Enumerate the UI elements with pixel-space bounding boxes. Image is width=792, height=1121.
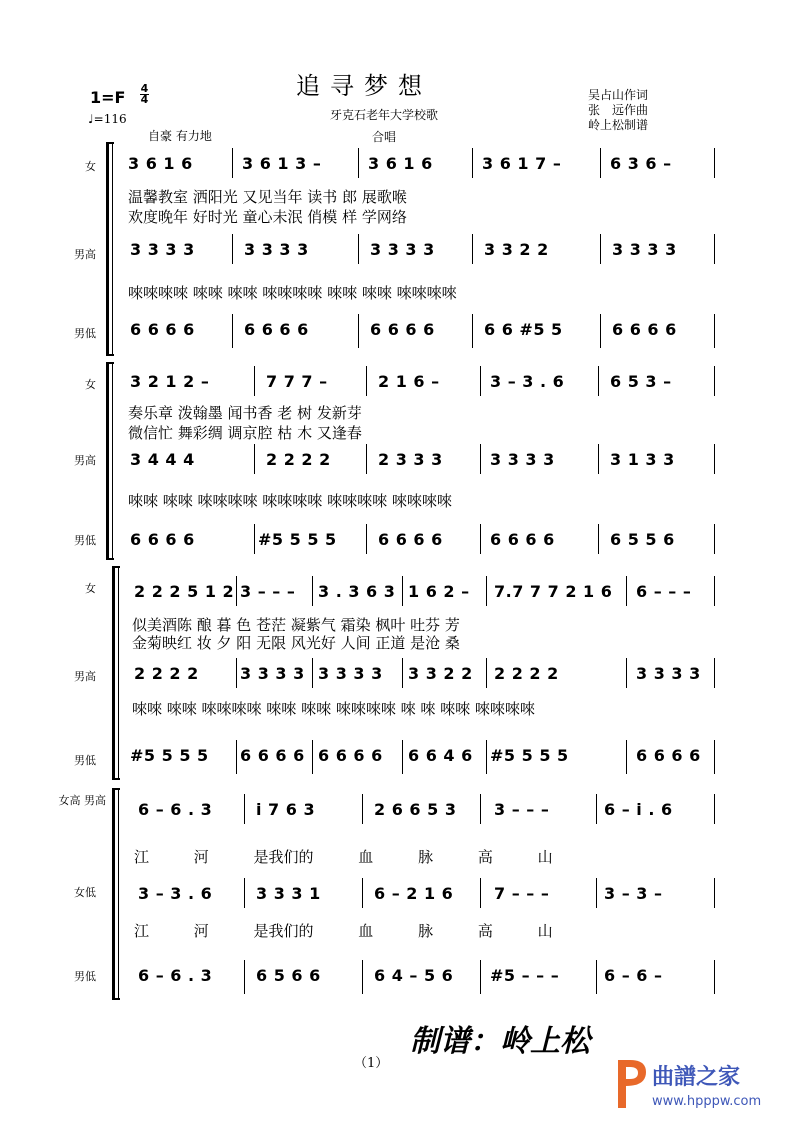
measure: 3 3 3 3 (244, 240, 309, 259)
measure: 3 6 1 7 – (482, 154, 562, 173)
voice-label: 男低 (74, 327, 96, 340)
measure: 3 6 1 6 (368, 154, 433, 173)
measure: 2 3 3 3 (378, 450, 443, 469)
lyric-line: 金菊映红 妆 夕 阳 无限 风光好 人间 正道 是沧 桑 (132, 634, 460, 652)
form-label: 合唱 (372, 130, 397, 144)
voice-label: 男低 (74, 970, 96, 983)
measure: 3 – 3 – (604, 884, 663, 903)
measure: 3 4 4 4 (130, 450, 195, 469)
measure: 6 – 2 1 6 (374, 884, 454, 903)
measure: 6 6 6 6 (612, 320, 677, 339)
system-bracket (112, 790, 115, 1000)
tempo: ♩=116 (88, 112, 127, 126)
measure: i 7 6 3 (256, 800, 316, 819)
measure: 6 – i . 6 (604, 800, 673, 819)
measure: 3 3 3 1 (256, 884, 321, 903)
time-top: 4 (140, 82, 149, 95)
measure: 3 – – – (240, 582, 296, 601)
measure: 3 – 3 . 6 (138, 884, 213, 903)
voice-label: 男高 (74, 670, 96, 683)
subtitle: 牙克石老年大学校歌 (330, 108, 439, 122)
time-bottom: 4 (140, 93, 149, 106)
measure: #5 5 5 5 (130, 746, 209, 765)
measure: 6 4 – 5 6 (374, 966, 454, 985)
measure: 6 6 6 6 (636, 746, 701, 765)
measure: 3 3 3 3 (490, 450, 555, 469)
signature: 制谱：岭上松 (410, 1024, 590, 1059)
key-signature: 1=F (90, 88, 126, 107)
measure: 3 1 3 3 (610, 450, 675, 469)
measure: #5 5 5 5 (490, 746, 569, 765)
lyric-line: 唻唻 唻唻 唻唻唻唻 唻唻唻唻 唻唻唻唻 唻唻唻唻 (128, 492, 452, 510)
logo-icon (612, 1056, 652, 1112)
measure: 6 – – – (636, 582, 692, 601)
logo-url: www.hpppw.com (652, 1094, 762, 1109)
measure: 3 3 3 3 (130, 240, 195, 259)
measure: 7 7 7 – (266, 372, 328, 391)
measure: #5 – – – (490, 966, 560, 985)
measure: 6 5 6 6 (256, 966, 321, 985)
lyric-line: 唻唻 唻唻 唻唻唻唻 唻唻 唻唻 唻唻唻唻 唻 唻 唻唻 唻唻唻唻 (132, 700, 535, 718)
voice-label: 女 (85, 160, 96, 173)
lyric-line: 江 河 是我们的 血 脉 高 山 (134, 848, 553, 866)
lyric-line: 奏乐章 泼翰墨 闻书香 老 树 发新芽 (128, 404, 362, 422)
lyric-line: 欢度晚年 好时光 童心未泯 俏模 样 学网络 (128, 208, 407, 226)
expression: 自豪 有力地 (148, 129, 212, 143)
lyric-line: 唻唻唻唻 唻唻 唻唻 唻唻唻唻 唻唻 唻唻 唻唻唻唻 (128, 284, 457, 302)
measure: 7 – – – (494, 884, 550, 903)
measure: 6 6 #5 5 (484, 320, 563, 339)
measure: 2 2 2 2 (266, 450, 331, 469)
measure: 1 6 2 – (408, 582, 470, 601)
measure: 6 6 6 6 (490, 530, 555, 549)
measure: 3 6 1 3 – (242, 154, 322, 173)
voice-label: 男低 (74, 534, 96, 547)
measure: 3 3 3 3 (318, 664, 383, 683)
measure: 3 – – – (494, 800, 550, 819)
voice-label: 女 (85, 378, 96, 391)
measure: 6 6 4 6 (408, 746, 473, 765)
voice-label: 女高 男高 (58, 794, 106, 807)
measure: 2 1 6 – (378, 372, 440, 391)
credit-score: 岭上松制谱 (588, 118, 649, 132)
measure: 6 6 6 6 (240, 746, 305, 765)
measure: 3 3 2 2 (484, 240, 549, 259)
measure: 3 3 3 3 (370, 240, 435, 259)
voice-label: 女低 (74, 886, 96, 899)
measure: 6 6 6 6 (130, 320, 195, 339)
measure: 3 . 3 6 3 (318, 582, 396, 601)
time-signature (140, 84, 149, 105)
system-bracket (106, 144, 109, 356)
measure: 3 6 1 6 (128, 154, 193, 173)
measure: 2 6 6 5 3 (374, 800, 457, 819)
system-bracket (112, 568, 115, 780)
measure: #5 5 5 5 (258, 530, 337, 549)
voice-label: 男低 (74, 754, 96, 767)
logo-text: 曲譜之家 (652, 1065, 741, 1090)
page-number: （1） (354, 1056, 389, 1071)
measure: 6 3 6 – (610, 154, 672, 173)
lyric-line: 江 河 是我们的 血 脉 高 山 (134, 922, 553, 940)
voice-label: 女 (85, 582, 96, 595)
credit-lyrics: 吴占山作词 (588, 88, 649, 102)
lyric-line: 微信忙 舞彩绸 调京腔 枯 木 又逢春 (128, 424, 362, 442)
measure: 3 – 3 . 6 (490, 372, 565, 391)
measure: 7.7 7 7 2 1 6 (494, 582, 613, 601)
lyric-line: 温馨教室 洒阳光 又见当年 读书 郎 展歌喉 (128, 188, 407, 206)
credits (588, 88, 648, 133)
measure: 6 – 6 . 3 (138, 800, 213, 819)
measure: 6 6 6 6 (378, 530, 443, 549)
measure: 2 2 2 5 1 2 (134, 582, 235, 601)
site-logo[interactable] (612, 1056, 784, 1114)
measure: 3 3 2 2 (408, 664, 473, 683)
measure: 2 2 2 2 (494, 664, 559, 683)
measure: 6 – 6 . 3 (138, 966, 213, 985)
measure: 3 3 3 3 (612, 240, 677, 259)
measure: 3 3 3 3 (636, 664, 701, 683)
measure: 6 6 6 6 (130, 530, 195, 549)
measure: 3 2 1 2 – (130, 372, 210, 391)
measure: 6 5 5 6 (610, 530, 675, 549)
page-title: 追寻梦想 (296, 72, 432, 100)
measure: 2 2 2 2 (134, 664, 199, 683)
system-bracket (106, 364, 109, 560)
measure: 3 3 3 3 (240, 664, 305, 683)
credit-music: 张 远作曲 (588, 103, 649, 117)
lyric-line: 似美酒陈 酿 暮 色 苍茫 凝紫气 霜染 枫叶 吐芬 芳 (132, 616, 460, 634)
voice-label: 男高 (74, 248, 96, 261)
measure: 6 6 6 6 (370, 320, 435, 339)
measure: 6 6 6 6 (318, 746, 383, 765)
voice-label: 男高 (74, 454, 96, 467)
measure: 6 6 6 6 (244, 320, 309, 339)
measure: 6 – 6 – (604, 966, 663, 985)
measure: 6 5 3 – (610, 372, 672, 391)
